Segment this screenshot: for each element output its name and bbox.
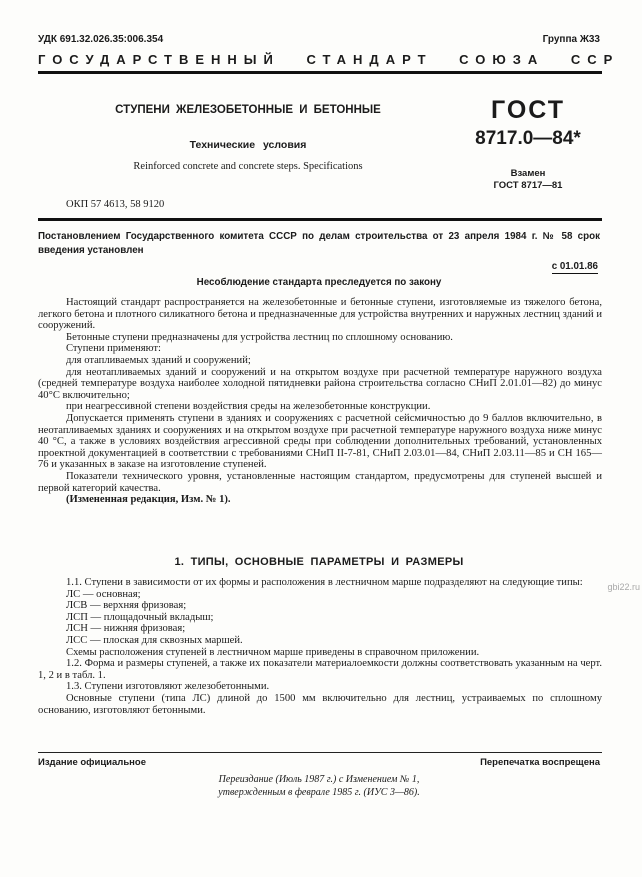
reissue-note-line: утвержденным в феврале 1985 г. (ИУС 3—86). <box>218 787 420 798</box>
okp-code: ОКП 57 4613, 58 9120 <box>66 199 165 210</box>
title-rule <box>38 218 602 221</box>
section-list-item: ЛСВ — верхняя фризовая; <box>66 600 187 612</box>
section-heading: 1. ТИПЫ, ОСНОВНЫЕ ПАРАМЕТРЫ И РАЗМЕРЫ <box>174 556 464 568</box>
intro-paragraph: Настоящий стандарт распространяется на железобетонные и бетонные ступени, изготовляемые из тяжелого бетона, легкого бетона и плотного силикатного бетона и предназначенные для устройства внутренних и наружных лестниц зданий и сооружений. <box>38 297 602 332</box>
gost-label: ГОСТ <box>491 96 565 124</box>
udk-code: УДК 691.32.026.35:006.354 <box>38 34 164 45</box>
reissue-note-line: Переиздание (Июль 1987 г.) с Изменением № 1, <box>218 774 420 785</box>
site-watermark: gbi22.ru <box>607 582 640 592</box>
standard-title: СТУПЕНИ ЖЕЛЕЗОБЕТОННЫЕ И БЕТОННЫЕ <box>115 104 381 116</box>
group-label: Группа Ж33 <box>542 34 600 45</box>
intro-paragraph-amendment: (Измененная редакция, Изм. № 1). <box>66 494 231 506</box>
section-paragraph: 1.2. Форма и размеры ступеней, а также их показатели материалоемкости должны соответствовать указанным на черт. 1, 2 и в табл. 1. <box>38 658 602 681</box>
intro-paragraph: Ступени применяют: <box>66 343 162 355</box>
section-paragraph: Основные ступени (типа ЛС) длиной до 1500 мм включительно для лестниц, устраиваемых по сплошному основанию, изготовляют бетонными. <box>38 692 602 716</box>
effective-date: с 01.01.86 <box>551 261 598 272</box>
intro-paragraph: при неагрессивной степени воздействия среды на железобетонные конструкции. <box>66 401 431 413</box>
masthead-title: ГОСУДАРСТВЕННЫЙ СТАНДАРТ СОЮЗА ССР <box>38 52 620 67</box>
intro-paragraph: Допускается применять ступени в зданиях и сооружениях с расчетной сейсмичностью до 9 баллов включительно, в неотапливаемых зданиях и сооружениях и на открытом воздухе при расчетной температуре наружного воздуха ниже минус 40 °С, а также в условиях воздействия агрессивной среды при соблюдении дополнительных требований, установленных проектной документацией в соответствии с требованиями СНиП II-7-81, СНиП 2.03.01—84, СНиП 2.03.11—85 и СН 165—76 и указанных в заказе на изготовление ступеней. <box>38 412 602 471</box>
gost-number: 8717.0—84* <box>475 128 581 149</box>
law-notice: Несоблюдение стандарта преследуется по закону <box>196 277 442 288</box>
section-list-item: ЛСН — нижняя фризовая; <box>66 623 186 635</box>
standard-subtitle: Технические условия <box>189 139 307 151</box>
meta-row <box>38 34 600 45</box>
section1-block <box>38 577 602 716</box>
intro-paragraph: Бетонные ступени предназначены для устройства лестниц по сплошному основанию. <box>66 331 453 343</box>
section-list-item: ЛС — основная; <box>66 588 141 600</box>
replaces-label: Взамен <box>510 168 546 179</box>
official-edition-label: Издание официальное <box>38 757 146 768</box>
section-paragraph: Схемы расположения ступеней в лестничном марше приведены в справочном приложении. <box>66 646 480 658</box>
decree-text: Постановлением Государственного комитета СССР по делам строительства от 23 апреля 1984 г. № 58 срок введения установлен <box>38 231 600 256</box>
footer-row <box>38 757 600 768</box>
intro-paragraph: для неотапливаемых зданий и сооружений и на открытом воздухе при расчетной температуре наружного воздуха (средней температуре воздуха наиболее холодной пятидневки района строительства согласно СНиП 2.01.01—82) до минус 40°С включительно; <box>38 366 602 401</box>
section-paragraph: 1.3. Ступени изготовляют железобетонными. <box>66 681 270 693</box>
standard-subtitle-en: Reinforced concrete and concrete steps. Specifications <box>133 161 363 172</box>
masthead-rule <box>38 71 602 74</box>
section-paragraph: 1.1. Ступени в зависимости от их формы и расположения в лестничном марше подразделяют на следующие типы: <box>66 577 583 588</box>
replaces-number: ГОСТ 8717—81 <box>493 180 563 191</box>
reissue-note <box>38 773 600 799</box>
intro-block <box>38 297 602 506</box>
section-list-item: ЛСП — площадочный вкладыш; <box>66 611 214 623</box>
intro-paragraph: для отапливаемых зданий и сооружений; <box>66 354 251 366</box>
footer-rule <box>38 752 602 753</box>
section-list-item: ЛСС — плоская для сквозных маршей. <box>66 634 243 646</box>
intro-paragraph: Показатели технического уровня, установленные настоящим стандартом, предусмотрены для ступеней высшей и первой категорий качества. <box>38 470 602 494</box>
reprint-notice: Перепечатка воспрещена <box>480 757 600 768</box>
